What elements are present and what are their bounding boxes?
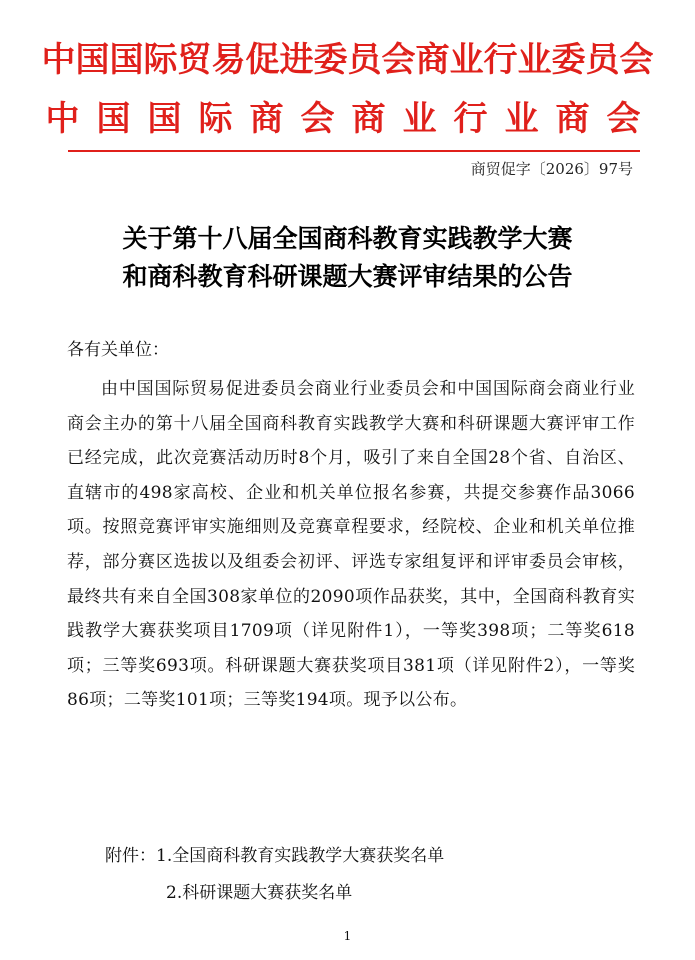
body-paragraph: 由中国国际贸易促进委员会商业行业委员会和中国国际商会商业行业商会主办的第十八届全国商科教育实践教学大赛和科研课题大赛评审工作已经完成，此次竞赛活动历时8个月，吸引了来自全国28个省、自治区、直辖市的498家高校、企业和机关单位报名参赛，共提交参赛作品3066项。按照竞赛评审实施细则及竞赛章程要求，经院校、企业和机关单位推荐，部分赛区选拔以及组委会初评、评选专家组复评和评审委员会审核，最终共有来自全国308家单位的2090项作品获奖，其中，全国商科教育实践教学大赛获奖项目1709项（详见附件1），一等奖398项；二等奖618项；三等奖693项。科研课题大赛获奖项目381项（详见附件2），一等奖86项；二等奖101项；三等奖194项。现予以公布。: [67, 379, 635, 711]
issuing-organization-line-1: 中国国际贸易促进委员会商业行业委员会: [41, 40, 654, 80]
issuing-organization-line-2: 中国国际商会商业行业商会: [45, 99, 658, 139]
red-header-divider: [68, 150, 640, 152]
salutation: 各有关单位：: [67, 340, 169, 360]
attachment-item-1: 附件：1.全国商科教育实践教学大赛获奖名单: [105, 846, 445, 866]
page-number: 1: [343, 929, 352, 943]
attachment-item-2: 2.科研课题大赛获奖名单: [166, 883, 353, 903]
document-number: 商贸促字〔2026〕97号: [470, 160, 633, 178]
document-title: 关于第十八届全国商科教育实践教学大赛 和商科教育科研课题大赛评审结果的公告: [122, 224, 573, 291]
